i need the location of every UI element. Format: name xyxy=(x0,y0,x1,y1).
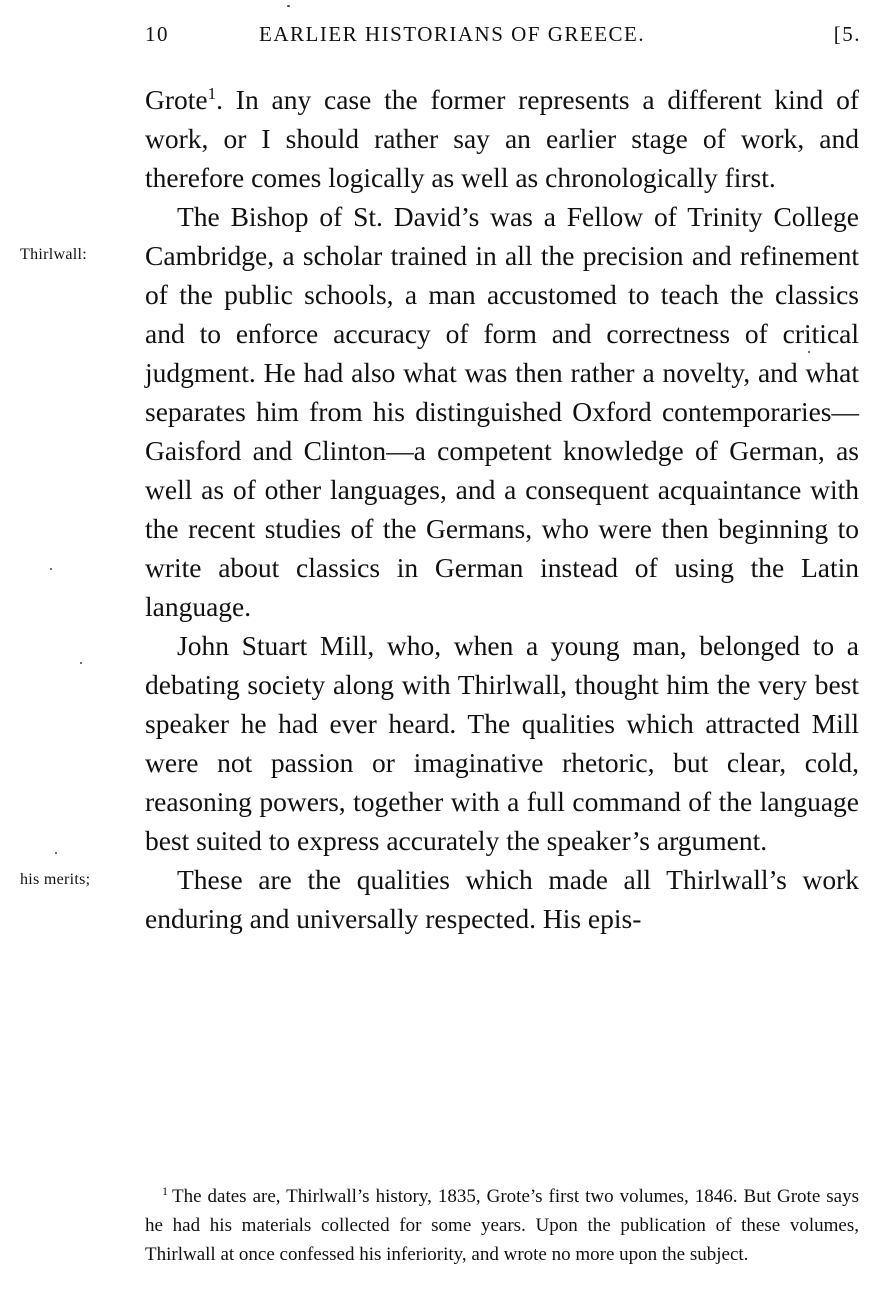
paragraph-1 xyxy=(145,80,859,197)
footnote-text: The dates are, Thirlwall’s history, 1835, Grote’s first two volumes, 1846. But Grote says he had his materials collected for some years. Upon the publication of these volumes, Thirlwall at once confessed his inferiority, and wrote no more upon the subject. xyxy=(145,1186,859,1265)
ink-speck xyxy=(55,852,57,854)
margin-note-merits: his merits; xyxy=(20,871,91,888)
ink-speck xyxy=(50,568,52,570)
page-number: 10 xyxy=(145,22,169,46)
paragraph-3: John Stuart Mill, who, when a young man, belonged to a debating society along with Thirlwall, thought him the very best speaker he had ever heard. The qualities which attracted Mill were not passion or imaginative rhetoric, but clear, cold, reasoning powers, together with a full command of the language best suited to express accurately the speaker’s argument. xyxy=(145,630,859,856)
section-number: [5. xyxy=(833,22,861,46)
paragraph-4: These are the qualities which made all Thirlwall’s work enduring and universally respected. His epis- xyxy=(145,864,859,934)
paragraph-1-rest: . In any case the former represents a different kind of work, or I should rather say an earlier stage of work, and therefore comes logically as well as chronologically first. xyxy=(145,84,859,193)
ink-speck xyxy=(80,662,82,664)
paragraph-2: The Bishop of St. David’s was a Fellow of Trinity College Cambridge, a scholar trained in all the precision and refinement of the public schools, a man accustomed to teach the classics and to enforce accuracy of form and correctness of critical judgment. He had also what was then rather a novelty, and what separates him from his distinguished Oxford contemporaries—Gaisford and Clinton—a competent knowledge of German, as well as of other languages, and a consequent acquaintance with the recent studies of the Germans, who were then beginning to write about classics in German instead of using the Latin language. xyxy=(145,201,859,622)
body-text xyxy=(145,80,859,938)
footnote xyxy=(145,1182,859,1269)
margin-note-thirlwall: Thirlwall: xyxy=(20,246,87,263)
footnote-reference: 1 xyxy=(207,84,217,103)
paragraph-1-start: Grote xyxy=(145,84,208,115)
running-title: EARLIER HISTORIANS OF GREECE. xyxy=(259,22,646,46)
ink-speck xyxy=(287,5,290,7)
running-head xyxy=(145,22,861,56)
footnote-marker: 1 xyxy=(162,1184,168,1198)
ink-speck xyxy=(808,351,810,353)
